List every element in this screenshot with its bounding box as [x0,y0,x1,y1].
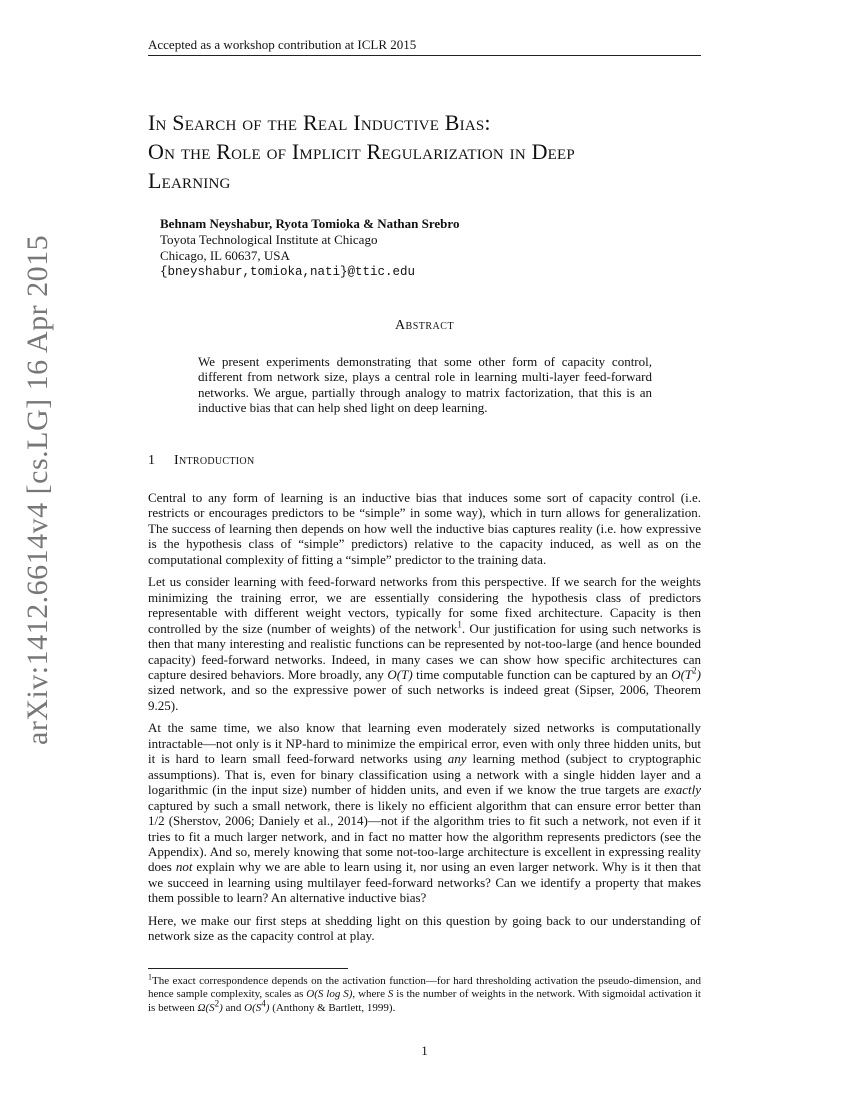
paragraph-1: Central to any form of learning is an inductive bias that induces some sort of capacity control (i.e. restricts or encourages predictors to be “simple” in some way), which in turn allows for generalization. The success of learning then depends on how well the inductive bias captures reality (i.e. how expressive is the hypothesis class of “simple” predictors) relative to the capacity induced, as well as on the computational complexity of fitting a “simple” predictor to the training data. [148,490,701,567]
page-number: 1 [421,1043,428,1058]
footnote-ref: 1 [457,619,462,630]
header-rule [148,55,701,56]
section-heading [148,453,254,469]
section-number: 1 [148,453,155,468]
running-header: Accepted as a workshop contribution at ICLR 2015 [148,37,417,52]
affiliation: Toyota Technological Institute at Chicago [160,232,378,247]
abstract-heading: Abstract [394,318,455,333]
footnote-rule [148,968,348,969]
section-title: Introduction [174,453,255,468]
email: {bneyshabur,tomioka,nati}@ttic.edu [160,265,416,279]
title-line-3: Learning [148,168,231,193]
author-names: Behnam Neyshabur, Ryota Tomioka & Nathan Srebro [160,216,460,231]
arxiv-stamp: arXiv:1412.6614v4 [cs.LG] 16 Apr 2015 [21,234,54,745]
math-o-t: O(T) [387,666,413,682]
paragraph-4: Here, we make our first steps at shedding light on this question by going back to our understanding of network size as the capacity control at play. [148,912,701,944]
abstract-body: We present experiments demonstrating that some other form of capacity control, different from network size, plays a central role in learning multi-layer feed-forward networks. We argue, partially through analogy to matrix factorization, that this is an inductive bias that can help shed light on deep learning. [198,354,652,416]
address: Chicago, IL 60637, USA [160,248,290,263]
title-line-1: In Search of the Real Inductive Bias: [148,110,491,135]
paragraph-2: Let us consider learning with feed-forward networks from this perspective. If we search for the weights minimizing the training error, we are essentially considering the hypothesis class of predictors representable with different weight vectors, typically for some fixed architecture. Capacity is then controlled by the size (number of weights) of the network$^1$. Our justification for using such networks is then that many interesting and realistic functions can be represented by not-too-large (and hence bounded capacity) feed-forward networks. Indeed, in many cases we can show how specific architectures can capture desired behaviors. More broadly, any O(T) time computable function can be captured by an $O(T^2)$ sized network, and so the expressive power of such networks is indeed great (Sipser, 2006, Theorem 9.25). [148,574,701,713]
paragraph-3: At the same time, we also know that learning even moderately sized networks is computationally intractable—not only is it NP-hard to minimize the empirical error, even with only three hidden units, but it is hard to learn small feed-forward networks using any learning method (subject to cryptographic assumptions). That is, even for binary classification using a network with a single hidden layer and a logarithmic (in the input size) number of hidden units, and even if we know the true targets are exactly captured by such a small network, there is likely no efficient algorithm that can ensure error better than 1/2 (Sherstov, 2006; Daniely et al., 2014)—not if the algorithm tries to fit such a network, not even if it tries to fit a much larger network, and in fact no matter how the algorithm represents predictors (see the Appendix). And so, merely knowing that some not-too-large architecture is excellent in expressing reality does not explain why we are able to learn using it, nor using an even larger network. Why is it then that we succeed in learning using multilayer feed-forward networks? Can we identify a property that makes them possible to learn? An alternative inductive bias? [148,720,701,906]
body-text [148,490,701,951]
footnote: $^1$The exact correspondence depends on the activation function—for hard thresholding activation the pseudo-dimension, and hence sample complexity, scales as O(S log S), where S is the number of weights in the network. With sigmoidal activation it is between $\Omega(S^2)$ and $O(S^4)$ (Anthony & Bartlett, 1999). [148,972,701,1014]
author-block [160,216,459,280]
paper-title [148,108,728,195]
title-line-2: On the Role of Implicit Regularization in Deep [148,139,575,164]
footnote-mark: 1 [148,972,152,982]
